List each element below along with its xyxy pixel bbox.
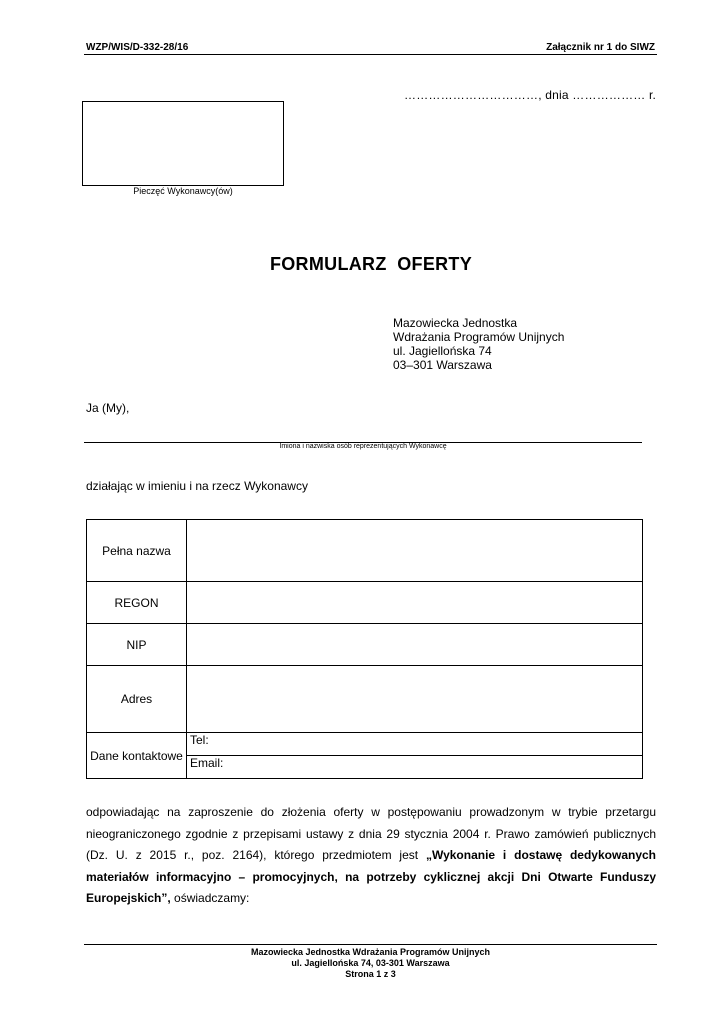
page-title-text: FORMULARZ OFERTY xyxy=(269,254,473,274)
address-label: Adres xyxy=(87,666,187,733)
header-divider xyxy=(84,54,657,55)
acting-on-behalf-text: działając w imieniu i na rzecz Wykonawcy xyxy=(86,479,308,493)
full-name-field[interactable] xyxy=(187,520,643,582)
contractor-stamp-label: Pieczęć Wykonawcy(ów) xyxy=(133,186,233,196)
place-date-line: ……………………………, dnia ……………… r. xyxy=(404,88,657,102)
regon-label: REGON xyxy=(87,582,187,624)
table-row xyxy=(87,582,643,624)
representatives-label: Imiona i nazwiska osób reprezentujących Wykonawcę xyxy=(279,443,447,450)
recipient-line-3: ul. Jagiellońska 74 xyxy=(393,344,492,358)
declaration-text-1: odpowiadając na zaproszenie do złożenia oferty w postępowaniu prowadzonym w trybie przetargu nieograniczonego zgodnie z przepisami ustawy z dnia 29 stycznia 2004 r. Prawo zamówień publicznych (Dz. U. z 2015 r., poz. 2164), którego przedmiotem jest xyxy=(86,805,656,862)
tel-field[interactable] xyxy=(187,733,643,756)
recipient-line-1: Mazowiecka Jednostka xyxy=(393,316,518,330)
contact-label: Dane kontaktowe xyxy=(87,733,187,779)
email-label: Email: xyxy=(190,756,224,770)
document-reference: WZP/WIS/D-332-28/16 xyxy=(86,42,189,53)
nip-field[interactable] xyxy=(187,624,643,666)
contractor-details-table xyxy=(86,519,643,779)
footer-address: ul. Jagiellońska 74, 03-301 Warszawa xyxy=(291,958,450,968)
attachment-label: Załącznik nr 1 do SIWZ xyxy=(546,42,655,53)
offer-declaration-paragraph xyxy=(86,802,656,910)
nip-label: NIP xyxy=(87,624,187,666)
contractor-stamp-box xyxy=(82,101,284,186)
recipient-line-2: Wdrażania Programów Unijnych xyxy=(393,330,565,344)
tel-label: Tel: xyxy=(190,733,209,747)
footer-org-name: Mazowiecka Jednostka Wdrażania Programów Unijnych xyxy=(250,947,491,957)
table-row xyxy=(87,624,643,666)
footer xyxy=(84,947,657,980)
table-row xyxy=(87,666,643,733)
regon-field[interactable] xyxy=(187,582,643,624)
email-field[interactable] xyxy=(187,756,643,779)
table-row xyxy=(87,520,643,582)
full-name-label: Pełna nazwa xyxy=(87,520,187,582)
declaration-subject-bold: „Wykonanie i dostawę dedykowanych materiałów informacyjno – promocyjnych, na potrzeby cyklicznej akcji Dni Otwarte Funduszy Europejskich”, xyxy=(86,848,657,905)
ja-my-label: Ja (My), xyxy=(86,401,130,415)
recipient-address xyxy=(393,316,564,372)
table-row xyxy=(87,733,643,756)
recipient-line-4: 03–301 Warszawa xyxy=(393,358,492,372)
declaration-text-2: oświadczamy: xyxy=(170,891,250,905)
footer-divider xyxy=(84,944,657,945)
address-field[interactable] xyxy=(187,666,643,733)
page-title xyxy=(0,254,725,275)
page-number: Strona 1 z 3 xyxy=(345,969,396,979)
